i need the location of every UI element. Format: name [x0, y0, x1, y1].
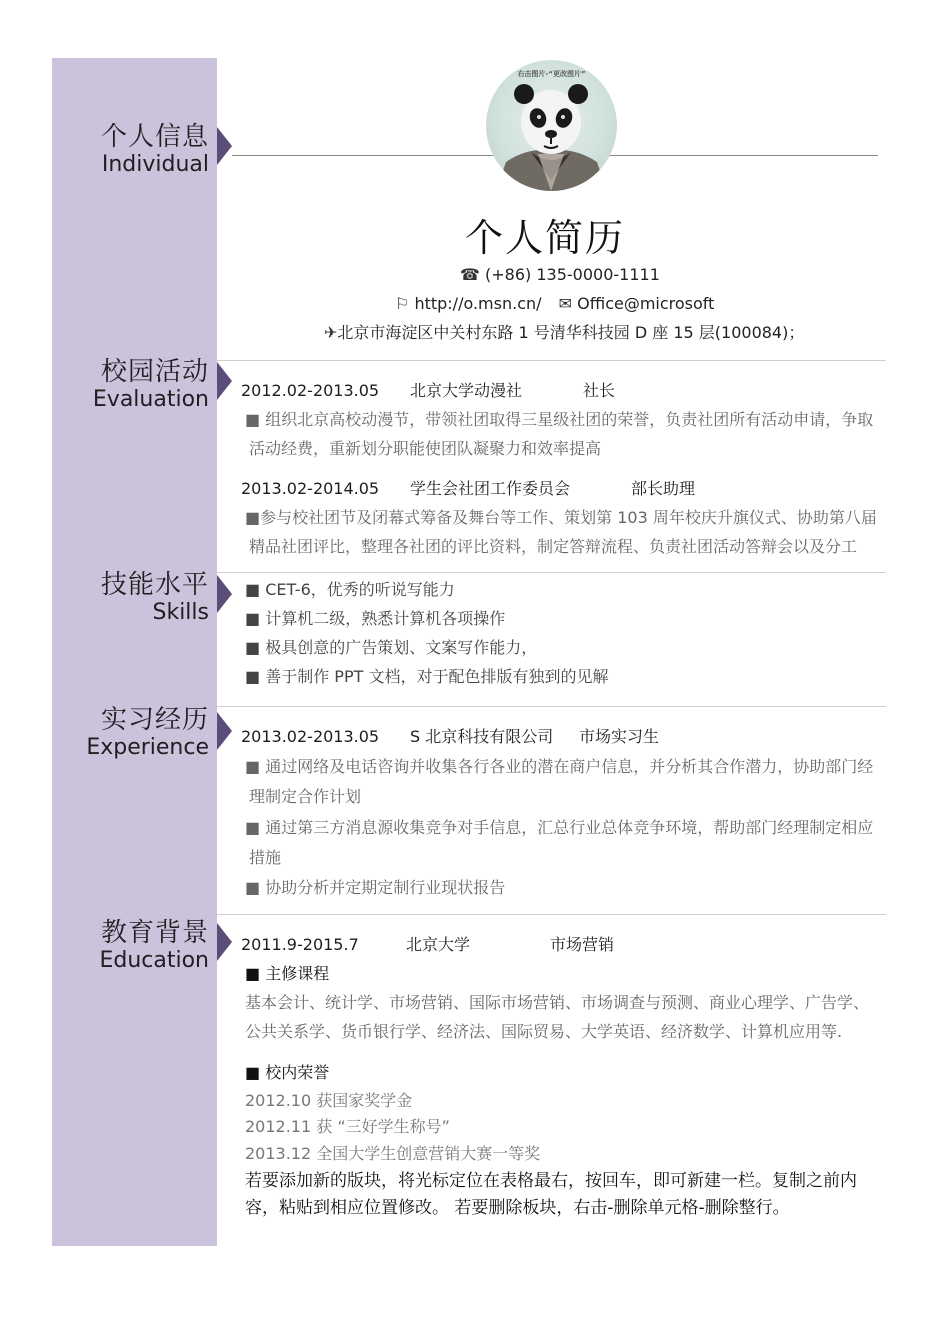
experience-item-line: ■ 通过第三方消息源收集竞争对手信息，汇总行业总体竞争环境，帮助部门经理制定相应 [245, 818, 874, 837]
campus-entry-2-org: 学生会社团工作委员会 [410, 479, 571, 498]
experience-item-line: 措施 [249, 848, 282, 867]
address-text: 北京市海淀区中关村东路 1 号清华科技园 D 座 15 层(100084)； [337, 323, 805, 342]
honor-item: 2012.11 获 “三好学生称号” [245, 1117, 450, 1136]
section-title-cn: 校园活动 [100, 357, 209, 387]
campus-entry-1-header [241, 380, 379, 402]
section-header-individual [52, 122, 209, 178]
honor-item: 2013.12 全国大学生创意营销大赛一等奖 [245, 1144, 541, 1163]
avatar-hint: 右击图片-“更改图片” [517, 70, 586, 78]
section-title-en: Skills [152, 600, 209, 625]
campus-entry-2-desc-line: 精品社团评比，整理各社团的评比资料，制定答辩流程、负责社团活动答辩会以及分工 [249, 537, 858, 556]
experience-item-line: 理制定合作计划 [249, 787, 362, 806]
contact-phone [460, 264, 660, 286]
section-arrow-experience [217, 712, 232, 750]
contact-web-email [395, 293, 714, 315]
courses-title: ■ 主修课程 [245, 964, 330, 983]
skill-item: ■ 极具创意的广告策划、文案写作能力， [245, 638, 538, 657]
experience-company: S 北京科技有限公司 [410, 727, 554, 746]
campus-entry-1-desc-line: ■ 组织北京高校动漫节，带领社团取得三星级社团的荣誉，负责社团所有活动申请，争取 [245, 410, 874, 429]
honors-title: ■ 校内荣誉 [245, 1063, 330, 1082]
section-title-en: Evaluation [92, 387, 209, 412]
section-title-cn: 实习经历 [100, 705, 209, 735]
divider [217, 706, 886, 707]
mail-icon: ✉ [558, 294, 573, 313]
courses-line: 公共关系学、货币银行学、经济法、国际贸易、大学英语、经济数学、计算机应用等. [245, 1022, 843, 1041]
website-link[interactable]: http://o.msn.cn/ [414, 294, 542, 313]
section-title-cn: 技能水平 [100, 570, 209, 600]
section-header-education [52, 918, 209, 974]
section-arrow-skills [217, 575, 232, 613]
section-title-en: Education [99, 948, 209, 973]
courses-line: 基本会计、统计学、市场营销、国际市场营销、市场调查与预测、商业心理学、广告学、 [245, 993, 870, 1012]
experience-role: 市场实习生 [579, 727, 660, 746]
section-arrow-evaluation [217, 362, 232, 400]
skill-item: ■ 善于制作 PPT 文档，对于配色排版有独到的见解 [245, 667, 609, 686]
phone-icon: ☎ [460, 265, 480, 284]
experience-item-line: ■ 通过网络及电话咨询并收集各行各业的潜在商户信息，并分析其合作潜力，协助部门经 [245, 757, 874, 776]
campus-entry-2-role: 部长助理 [631, 479, 696, 498]
plane-icon: ✈ [324, 323, 338, 342]
divider [217, 360, 886, 361]
section-header-skills [52, 570, 209, 626]
campus-entry-2-date: 2013.02-2014.05 [241, 479, 380, 498]
flag-icon: ⚐ [395, 294, 410, 313]
contact-address [324, 322, 804, 344]
section-title-cn: 教育背景 [100, 918, 209, 948]
email-link[interactable]: Office@microsoft [577, 294, 715, 313]
section-arrow-education [217, 923, 232, 961]
divider [217, 572, 886, 573]
education-school: 北京大学 [406, 935, 471, 954]
campus-entry-1-desc-line: 活动经费，重新划分职能使团队凝聚力和效率提高 [249, 439, 602, 458]
section-title-cn: 个人信息 [100, 122, 209, 152]
panda-illustration [486, 60, 617, 191]
campus-entry-1-role: 社长 [583, 381, 616, 400]
education-major: 市场营销 [550, 935, 615, 954]
campus-entry-1-org: 北京大学动漫社 [410, 381, 523, 400]
divider [217, 914, 886, 915]
experience-date: 2013.02-2013.05 [241, 727, 380, 746]
honor-item: 2012.10 获国家奖学金 [245, 1091, 413, 1110]
template-note-line: 若要添加新的版块，将光标定位在表格最右，按回车，即可新建一栏。复制之前内 [245, 1171, 857, 1191]
section-title-en: Individual [101, 152, 209, 177]
phone-text: (+86) 135-0000-1111 [485, 265, 660, 284]
education-date: 2011.9-2015.7 [241, 935, 359, 954]
skill-item: ■ 计算机二级，熟悉计算机各项操作 [245, 609, 506, 628]
section-header-evaluation [52, 357, 209, 413]
section-header-experience [52, 705, 209, 761]
template-note [245, 1168, 865, 1222]
template-note-line: 容，粘贴到相应位置修改。 若要删除板块，右击-删除单元格-删除整行。 [245, 1198, 790, 1218]
sidebar [52, 58, 217, 1246]
skill-item: ■ CET-6，优秀的听说写能力 [245, 580, 455, 599]
section-arrow-individual [217, 127, 232, 165]
campus-date: 2012.02-2013.05 [241, 381, 380, 400]
campus-entry-2-desc-line: ■参与校社团节及闭幕式筹备及舞台等工作、策划第 103 周年校庆升旗仪式、协助第八届 [245, 508, 877, 527]
page-title: 个人简历 [464, 216, 625, 260]
experience-item-line: ■ 协助分析并定期定制行业现状报告 [245, 878, 506, 897]
section-title-en: Experience [86, 735, 209, 760]
avatar[interactable] [486, 60, 617, 191]
